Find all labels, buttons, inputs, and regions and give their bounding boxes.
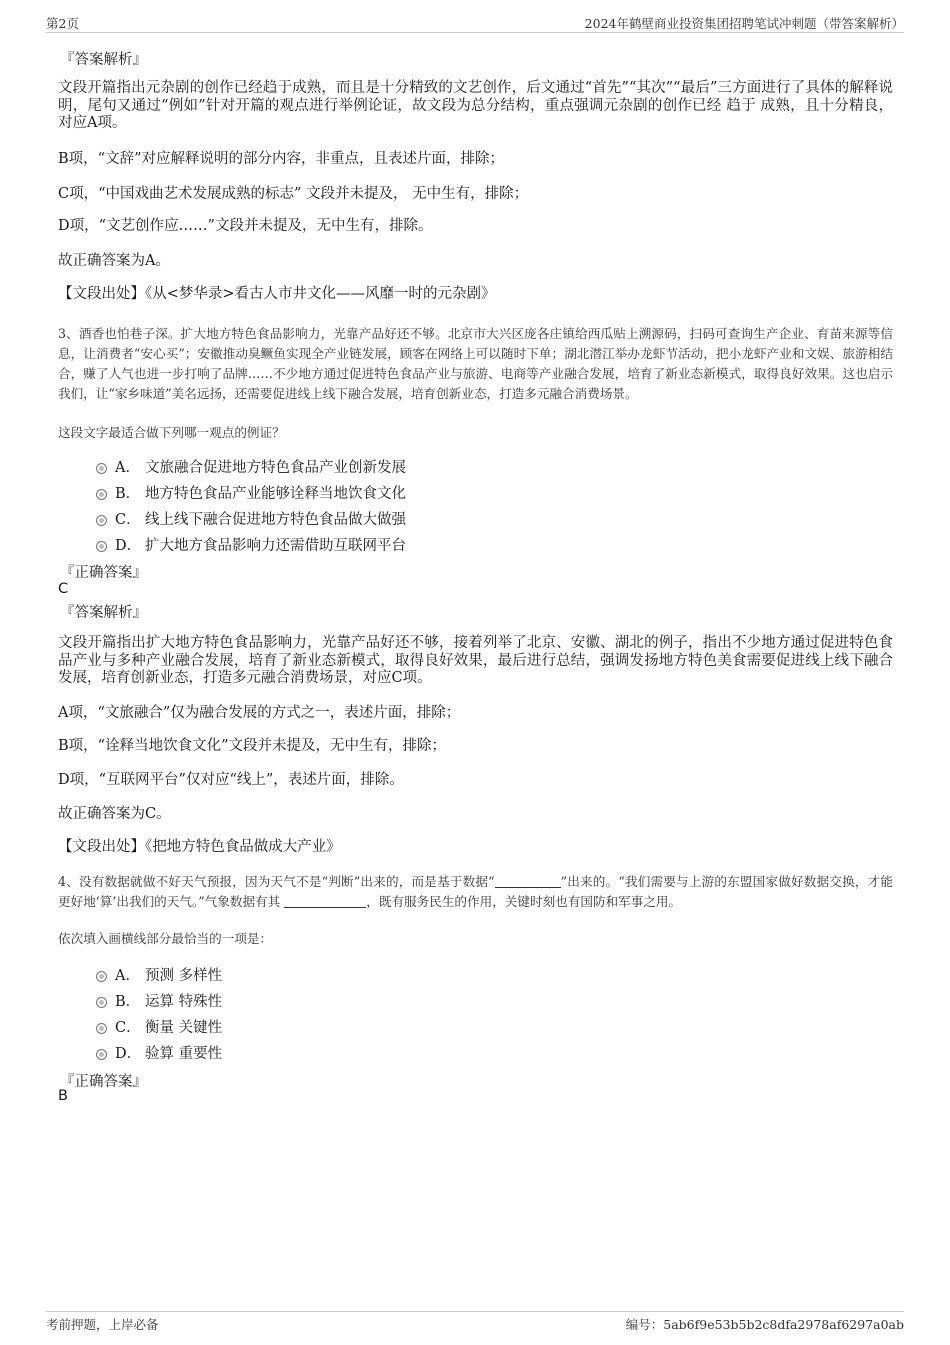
page-number: 第2页 <box>46 16 79 31</box>
source-citation: 【文段出处】《从<梦华录>看古人市井文化——风靡一时的元杂剧》 <box>58 286 496 302</box>
question-3-option-a[interactable]: A． 文旅融合促进地方特色食品产业创新发展 <box>96 456 406 476</box>
question-4-option-c[interactable]: C． 衡量 关键性 <box>96 1016 222 1036</box>
option-c-explanation: C项，“中国戏曲艺术发展成熟的标志” 文段并未提及， 无中生有，排除； <box>58 186 529 202</box>
correct-answer-label: 『正确答案』 <box>60 1074 147 1090</box>
option-d-explanation: D项，“互联网平台”仅对应“线上”，表述片面，排除。 <box>58 772 404 788</box>
correct-answer-value: C <box>58 581 69 597</box>
analysis-label: 『答案解析』 <box>60 52 147 68</box>
question-4-stem: 4、没有数据就做不好天气预报，因为天气不是“判断”出来的，而是基于数据“ ”出来的。“我们需要与上游的东盟国家做好数据交换，才能更好地‘算’出我们的天气。”气象数据有其 ，既有服务民生的作用，关键时刻也有国防和军事之用。 <box>58 874 893 909</box>
correct-answer-value: B <box>58 1088 68 1104</box>
option-b-explanation: B项，“诠释当地饮食文化”文段并未提及，无中生有，排除； <box>58 738 446 754</box>
radio-button-icon[interactable] <box>96 515 107 526</box>
question-3-option-d[interactable]: D． 扩大地方食品影响力还需借助互联网平台 <box>96 534 406 554</box>
page-header <box>46 14 904 33</box>
footer-slogan: 考前押题，上岸必备 <box>46 1317 159 1332</box>
document-title: 2024年鹤壁商业投资集团招聘笔试冲刺题（带答案解析） <box>584 16 904 31</box>
correct-answer-label: 『正确答案』 <box>60 565 147 581</box>
radio-button-icon[interactable] <box>96 489 107 500</box>
conclusion-text: 故正确答案为C。 <box>58 806 171 822</box>
fill-blank-2 <box>284 895 366 908</box>
question-4-option-b[interactable]: B． 运算 特殊性 <box>96 990 222 1010</box>
analysis-label: 『答案解析』 <box>60 605 147 621</box>
option-a-explanation: A项，“文旅融合”仅为融合发展的方式之一，表述片面，排除； <box>58 705 461 721</box>
conclusion-text: 故正确答案为A。 <box>58 253 170 269</box>
radio-button-icon[interactable] <box>96 997 107 1008</box>
question-4-prompt: 依次填入画横线部分最恰当的一项是： <box>58 931 273 946</box>
document-code: 编号：5ab6f9e53b5b2c8dfa2978af6297a0ab <box>625 1317 904 1332</box>
option-b-explanation: B项，“文辞”对应解释说明的部分内容，非重点，且表述片面，排除； <box>58 151 504 167</box>
source-citation: 【文段出处】《把地方特色食品做成大产业》 <box>58 839 341 855</box>
question-3-stem: 3、酒香也怕巷子深。扩大地方特色食品影响力，光靠产品好还不够。北京市大兴区庞各庄镇给西瓜贴上溯源码，扫码可查询生产企业、育苗来源等信息，让消费者“安心买”；安徽推动臭鳜鱼实现全产业链发展，顾客在网络上可以随时下单；湖北潜江举办龙虾节活动，把小龙虾产业和文娱、旅游相结合，赚了人气也进一步打响了品牌……不少地方通过促进特色食品产业与旅游、电商等产业融合发展，培育了新业态新模式，取得良好效果。这也启示我们，让“家乡味道”美名远扬，还需要促进线上线下融合发展，培育创新业态，打造多元融合消费场景。 <box>58 326 893 401</box>
radio-button-icon[interactable] <box>96 541 107 552</box>
radio-button-icon[interactable] <box>96 1023 107 1034</box>
option-d-explanation: D项，“文艺创作应……”文段并未提及，无中生有，排除。 <box>58 218 433 234</box>
question-4-option-a[interactable]: A． 预测 多样性 <box>96 964 222 984</box>
fill-blank-1 <box>495 875 561 888</box>
radio-button-icon[interactable] <box>96 971 107 982</box>
page-footer <box>46 1311 904 1332</box>
analysis-text: 文段开篇指出扩大地方特色食品影响力，光靠产品好还不够，接着列举了北京、安徽、湖北的例子，指出不少地方通过促进特色食品产业与多种产业融合发展，培育了新业态新模式，取得良好效果，最后进行总结，强调发扬地方特色美食需要促进线上线下融合发展，培育创新业态，打造多元融合消费场景，对应C项。 <box>58 635 893 686</box>
question-3-prompt: 这段文字最适合做下列哪一观点的例证？ <box>58 425 285 440</box>
radio-button-icon[interactable] <box>96 463 107 474</box>
question-3-option-c[interactable]: C． 线上线下融合促进地方特色食品做大做强 <box>96 508 406 528</box>
question-3-option-b[interactable]: B． 地方特色食品产业能够诠释当地饮食文化 <box>96 482 406 502</box>
analysis-text: 文段开篇指出元杂剧的创作已经趋于成熟，而且是十分精致的文艺创作，后文通过“首先”“其次”“最后”三方面进行了具体的解释说明，尾句又通过“例如”针对开篇的观点进行举例论证，故文段为总分结构，重点强调元杂剧的创作已经 趋于 成熟，且十分精良，对应A项。 <box>58 80 893 131</box>
radio-button-icon[interactable] <box>96 1049 107 1060</box>
question-4-option-d[interactable]: D． 验算 重要性 <box>96 1042 222 1062</box>
